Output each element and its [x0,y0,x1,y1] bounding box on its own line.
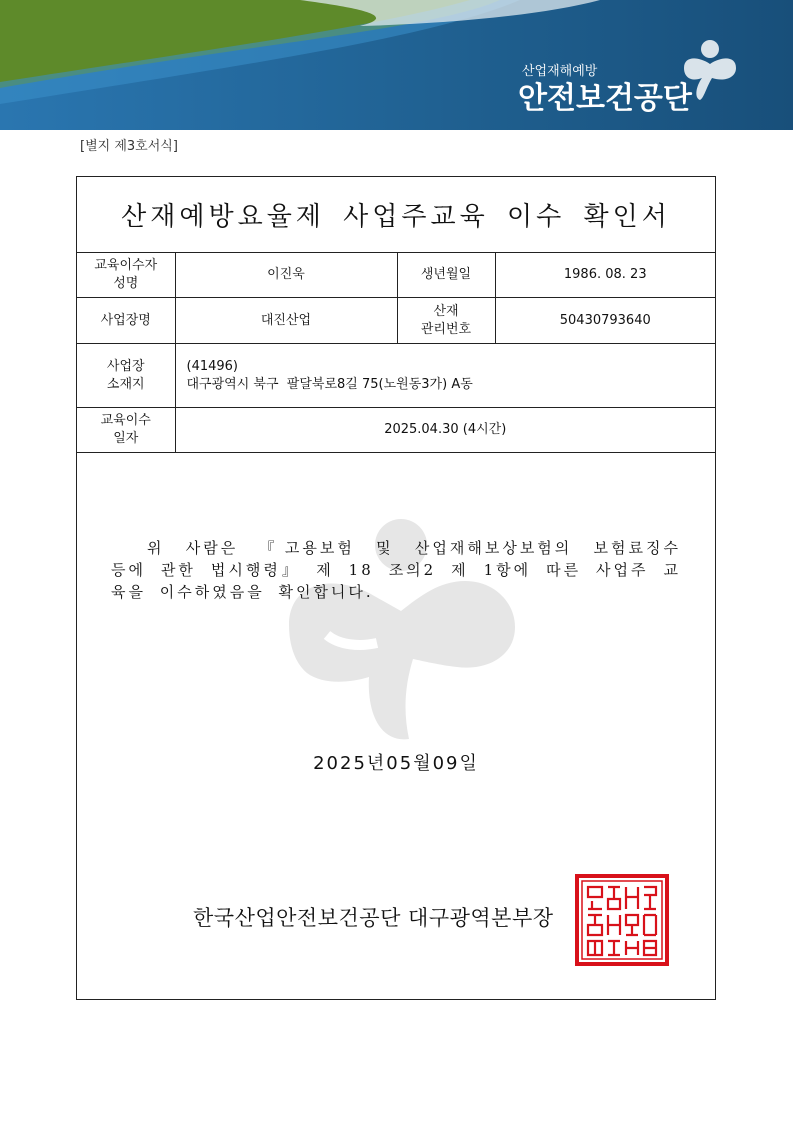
brand-name: 안전보건공단 [518,81,692,116]
kosha-logo-icon [676,38,742,104]
table-row [77,408,715,453]
header-brand [518,60,692,117]
form-number: [별지 제3호서식] [80,139,178,154]
postcode: (41496) [186,358,238,374]
value-mgmt-number: 50430793640 [495,298,715,344]
confirmation-statement [111,537,681,603]
label-mgmt-number: 산재 관리번호 [397,298,495,344]
issuer-name: 한국산업안전보건공단 대구광역본부장 [193,906,554,930]
table-row [77,344,715,408]
value-company: 대진산업 [175,298,397,344]
official-seal-icon [574,873,670,967]
table-row [77,298,715,344]
brand-subtitle: 산업재해예방 [522,64,598,79]
value-birth-date: 1986. 08. 23 [495,253,715,298]
certificate-frame [76,176,716,1000]
statement-line: 등에 관한 법시행령』 제 18 조의2 제 1항에 따른 사업주 교 [111,561,681,579]
label-birth-date: 생년월일 [397,253,495,298]
value-trainee-name: 이진욱 [175,253,397,298]
statement-line: 육을 이수하였음을 확인합니다. [111,583,374,601]
label-company: 사업장명 [77,298,175,344]
table-row [77,253,715,298]
document-title: 산재예방요율제 사업주교육 이수 확인서 [121,202,671,232]
issue-date: 2025년05월09일 [313,753,479,774]
value-training-date: 2025.04.30 (4시간) [175,408,715,453]
value-location [175,344,715,408]
address: 대구광역시 북구 팔달북로8길 75(노원동3가) A동 [186,376,473,392]
label-trainee-name: 교육이수자 성명 [77,253,175,298]
label-training-date: 교육이수 일자 [77,408,175,453]
label-location: 사업장 소재지 [77,344,175,408]
statement-line: 위 사람은 『고용보험 및 산업재해보상보험의 보험료징수 [147,539,681,557]
info-table [77,252,715,453]
